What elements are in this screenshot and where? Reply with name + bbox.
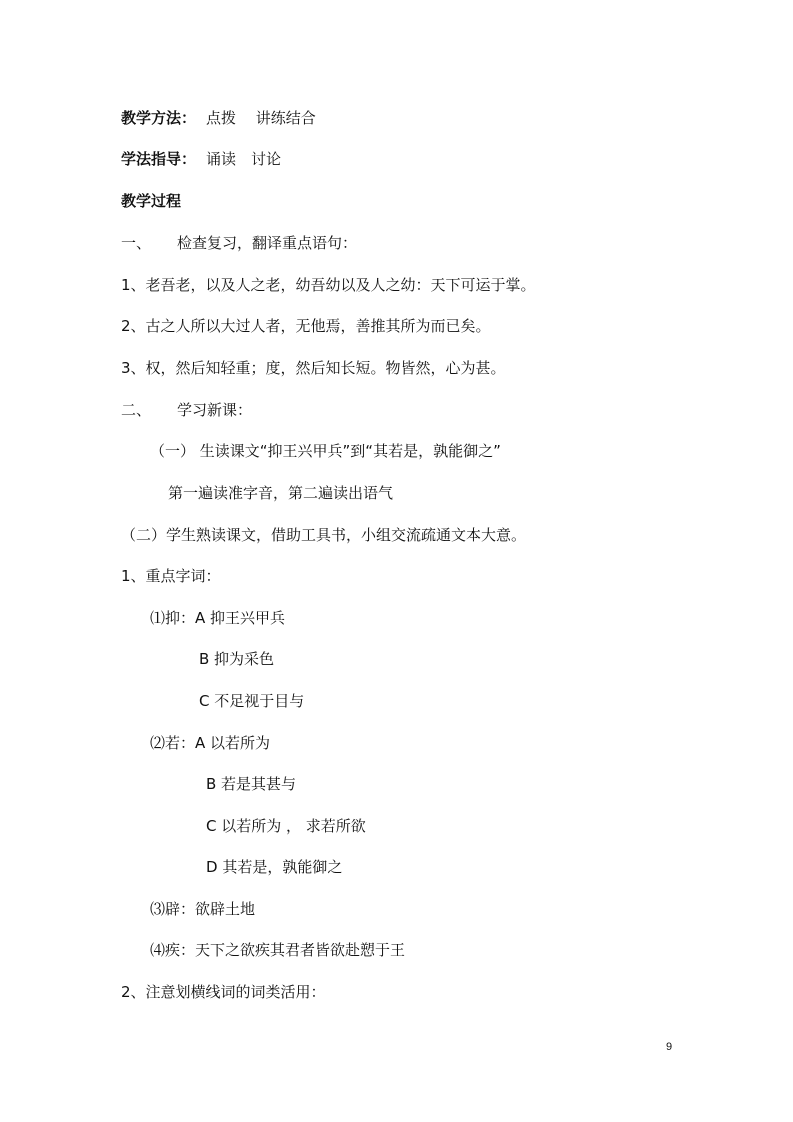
keyword-yi-c: C 不足视于目与 [199, 692, 305, 710]
teaching-method-value: 点拨 讲练结合 [206, 109, 316, 127]
study-guidance-value: 诵读 讨论 [206, 150, 282, 168]
section-one-text: 检查复习，翻译重点语句： [177, 234, 358, 252]
section-two-number: 二、 [121, 401, 152, 419]
section-two-heading [121, 400, 252, 420]
keyword-yi-b: B 抑为采色 [199, 650, 275, 668]
process-heading: 教学过程 [121, 192, 182, 210]
section-one-heading [121, 233, 357, 253]
subsection-one: （一） 生读课文“抑王兴甲兵”到“其若是，孰能御之” [150, 442, 501, 460]
subsection-one-note: 第一遍读准字音，第二遍读出语气 [168, 484, 394, 502]
keyword-ji: ⑷疾：天下之欲疾其君者皆欲赴愬于王 [150, 941, 406, 959]
review-sentence-1: 1、老吾老，以及人之老，幼吾幼以及人之幼：天下可运于掌。 [121, 276, 536, 294]
grammar-heading: 2、注意划横线词的词类活用： [121, 983, 326, 1001]
teaching-method-label: 教学方法： [121, 109, 197, 127]
keyword-ruo-b: B 若是其甚与 [206, 775, 297, 793]
review-sentence-3: 3、权，然后知轻重；度，然后知长短。物皆然，心为甚。 [121, 359, 506, 377]
page-number: 9 [666, 1041, 673, 1053]
keyword-ruo-c: C 以若所为 ， 求若所欲 [206, 817, 366, 835]
keyword-yi-a: ⑴抑：A 抑王兴甲兵 [150, 609, 286, 627]
subsection-two: （二）学生熟读课文，借助工具书，小组交流疏通文本大意。 [121, 526, 527, 544]
teaching-method-line [121, 108, 316, 128]
review-sentence-2: 2、古之人所以大过人者，无他焉，善推其所为而已矣。 [121, 317, 491, 335]
keyword-ruo-d: D 其若是，孰能御之 [206, 858, 343, 876]
keyword-bi: ⑶辟：欲辟土地 [150, 900, 256, 918]
study-guidance-line [121, 149, 281, 169]
keywords-heading: 1、重点字词： [121, 567, 221, 585]
keyword-ruo-a: ⑵若：A 以若所为 [150, 734, 271, 752]
section-two-text: 学习新课： [177, 401, 253, 419]
section-one-number: 一、 [121, 234, 152, 252]
study-guidance-label: 学法指导： [121, 150, 197, 168]
